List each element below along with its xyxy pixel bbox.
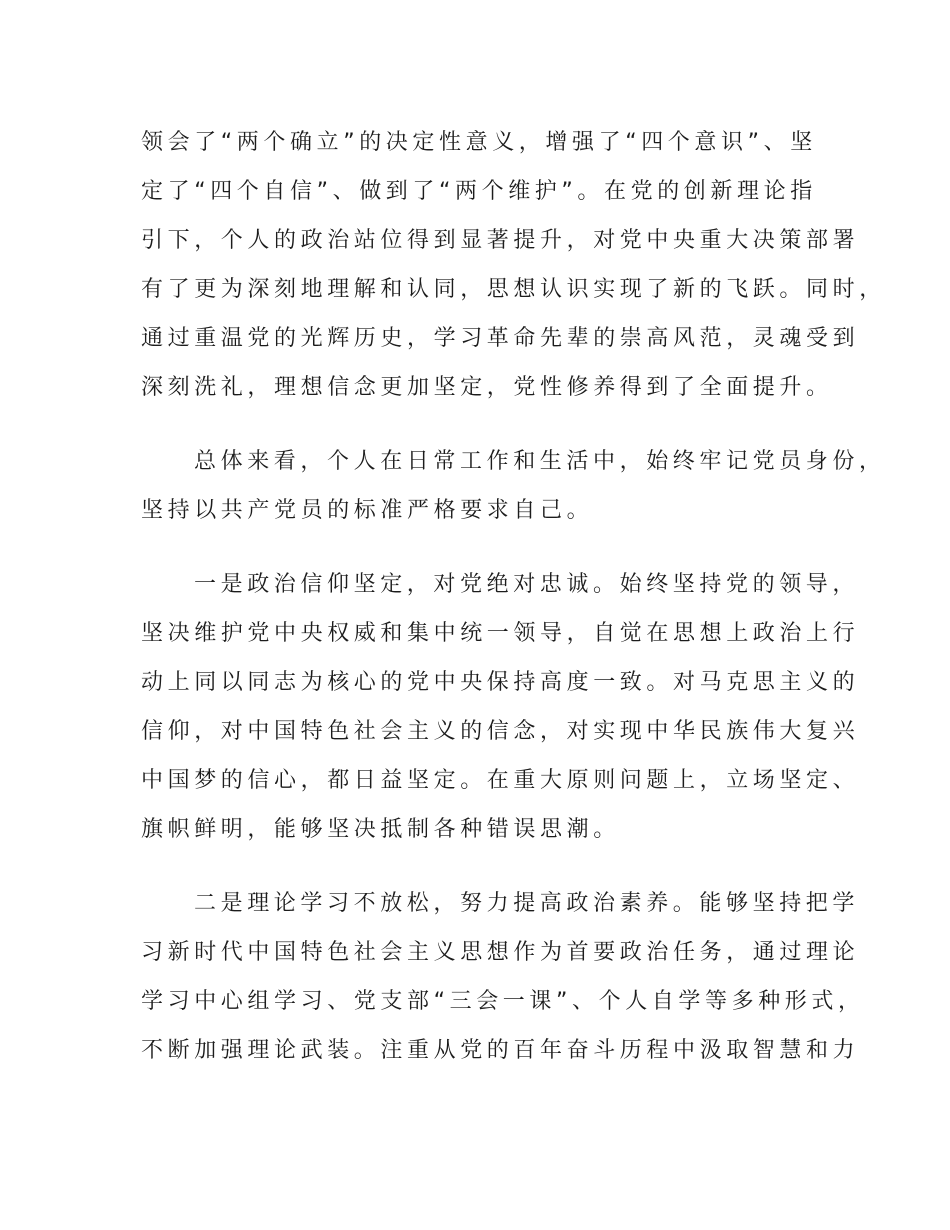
text-line: 一是政治信仰坚定，对党绝对忠诚。始终坚持党的领导， [194, 572, 860, 597]
text-line: 通过重温党的光辉历史，学习革命先辈的崇高风范，灵魂受到 [141, 326, 860, 351]
text-line: 定了“四个自信”、做到了“两个维护”。在党的创新理论指 [141, 179, 817, 204]
text-line: 深刻洗礼，理想信念更加坚定，党性修养得到了全面提升。 [141, 375, 833, 400]
text-line: 坚持以共产党员的标准严格要求自己。 [141, 498, 594, 523]
text-line: 不断加强理论武装。注重从党的百年奋斗历程中汲取智慧和力 [141, 1038, 860, 1063]
text-line: 动上同以同志为核心的党中央保持高度一致。对马克思主义的 [141, 670, 860, 695]
text-line: 二是理论学习不放松，努力提高政治素养。能够坚持把学 [194, 891, 860, 916]
text-line: 领会了“两个确立”的决定性意义，增强了“四个意识”、坚 [141, 130, 817, 155]
text-line: 坚决维护党中央权威和集中统一领导，自觉在思想上政治上行 [141, 621, 860, 646]
text-line: 学习中心组学习、党支部“三会一课”、个人自学等多种形式， [141, 989, 865, 1014]
text-line: 信仰，对中国特色社会主义的信念，对实现中华民族伟大复兴 [141, 719, 860, 744]
text-line: 中国梦的信心，都日益坚定。在重大原则问题上，立场坚定、 [141, 768, 860, 793]
text-line: 引下，个人的政治站位得到显著提升，对党中央重大决策部署 [141, 228, 860, 253]
text-line: 有了更为深刻地理解和认同，思想认识实现了新的飞跃。同时， [141, 277, 886, 302]
text-line: 总体来看，个人在日常工作和生活中，始终牢记党员身份， [194, 449, 886, 474]
text-line: 旗帜鲜明，能够坚决抵制各种错误思潮。 [141, 817, 620, 842]
text-line: 习新时代中国特色社会主义思想作为首要政治任务，通过理论 [141, 940, 860, 965]
